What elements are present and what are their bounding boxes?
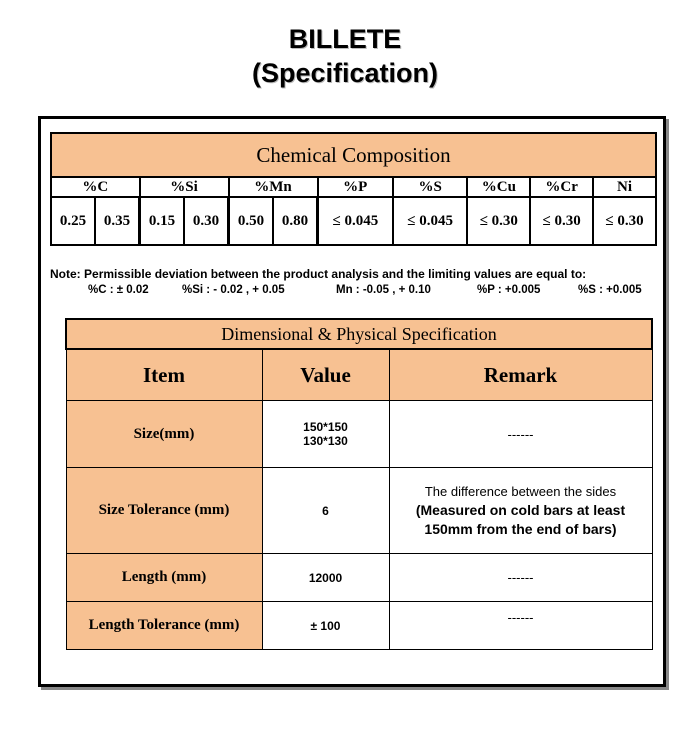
- item-cell: Size(mm): [66, 401, 262, 468]
- remark-line: (Measured on cold bars at least: [415, 502, 626, 518]
- item-cell: Length (mm): [66, 554, 262, 602]
- value-cell: 12000: [262, 554, 389, 602]
- value-cell: 6: [262, 468, 389, 554]
- item-cell: Length Tolerance (mm): [66, 602, 262, 650]
- note-item-c: %C : ± 0.02: [88, 284, 149, 296]
- table-row: [66, 401, 652, 468]
- value-mn-min: 0.50: [229, 197, 274, 245]
- value-cr: ≤ 0.30: [530, 197, 593, 245]
- value-mn-max: 0.80: [273, 197, 318, 245]
- column-header-row: [66, 349, 652, 401]
- element-ni: Ni: [593, 177, 656, 197]
- note-text: Permissible deviation between the product analysis and the limiting values are equal to:: [84, 267, 587, 281]
- chemical-composition-heading: Chemical Composition: [51, 133, 656, 177]
- value-c-max: 0.35: [95, 197, 140, 245]
- value-ni: ≤ 0.30: [593, 197, 656, 245]
- note-item-si: %Si : - 0.02 , + 0.05: [182, 284, 285, 296]
- remark-line: 150mm from the end of bars): [424, 521, 617, 537]
- note-item-s: %S : +0.005: [578, 284, 642, 296]
- table-row: [66, 468, 652, 554]
- note-item-p: %P : +0.005: [477, 284, 541, 296]
- remark-cell: ------: [389, 602, 652, 650]
- remark-cell: ------: [389, 401, 652, 468]
- value-cell: ± 100: [262, 602, 389, 650]
- remark-cell: ------: [389, 554, 652, 602]
- value-si-min: 0.15: [140, 197, 185, 245]
- element-si: %Si: [140, 177, 229, 197]
- column-remark: Remark: [389, 349, 652, 401]
- value-s: ≤ 0.045: [393, 197, 468, 245]
- element-cr: %Cr: [530, 177, 593, 197]
- chemical-composition-table: [50, 132, 657, 246]
- element-header-row: [51, 177, 656, 197]
- element-p: %P: [318, 177, 393, 197]
- element-mn: %Mn: [229, 177, 318, 197]
- value-c-min: 0.25: [51, 197, 95, 245]
- element-s: %S: [393, 177, 468, 197]
- element-value-row: [51, 197, 656, 245]
- table-row: [66, 602, 652, 650]
- note-line: [50, 267, 586, 281]
- value-cell: [262, 401, 389, 468]
- note-label: Note:: [50, 267, 81, 281]
- table-row: [66, 554, 652, 602]
- element-cu: %Cu: [467, 177, 530, 197]
- item-cell: Size Tolerance (mm): [66, 468, 262, 554]
- column-value: Value: [262, 349, 389, 401]
- element-c: %C: [51, 177, 140, 197]
- value-line: 150*150: [303, 420, 348, 434]
- column-item: Item: [66, 349, 262, 401]
- dimensional-heading: Dimensional & Physical Specification: [66, 319, 652, 349]
- page-subtitle: (Specification): [251, 58, 439, 88]
- page-title: BILLETE: [288, 24, 402, 54]
- remark-line: The difference between the sides: [424, 484, 617, 499]
- note-item-mn: Mn : -0.05 , + 0.10: [336, 284, 431, 296]
- value-line: 130*130: [303, 434, 348, 448]
- dimensional-spec-table: [65, 318, 653, 650]
- value-cu: ≤ 0.30: [467, 197, 530, 245]
- value-si-max: 0.30: [184, 197, 229, 245]
- value-p: ≤ 0.045: [318, 197, 393, 245]
- remark-cell: [389, 468, 652, 554]
